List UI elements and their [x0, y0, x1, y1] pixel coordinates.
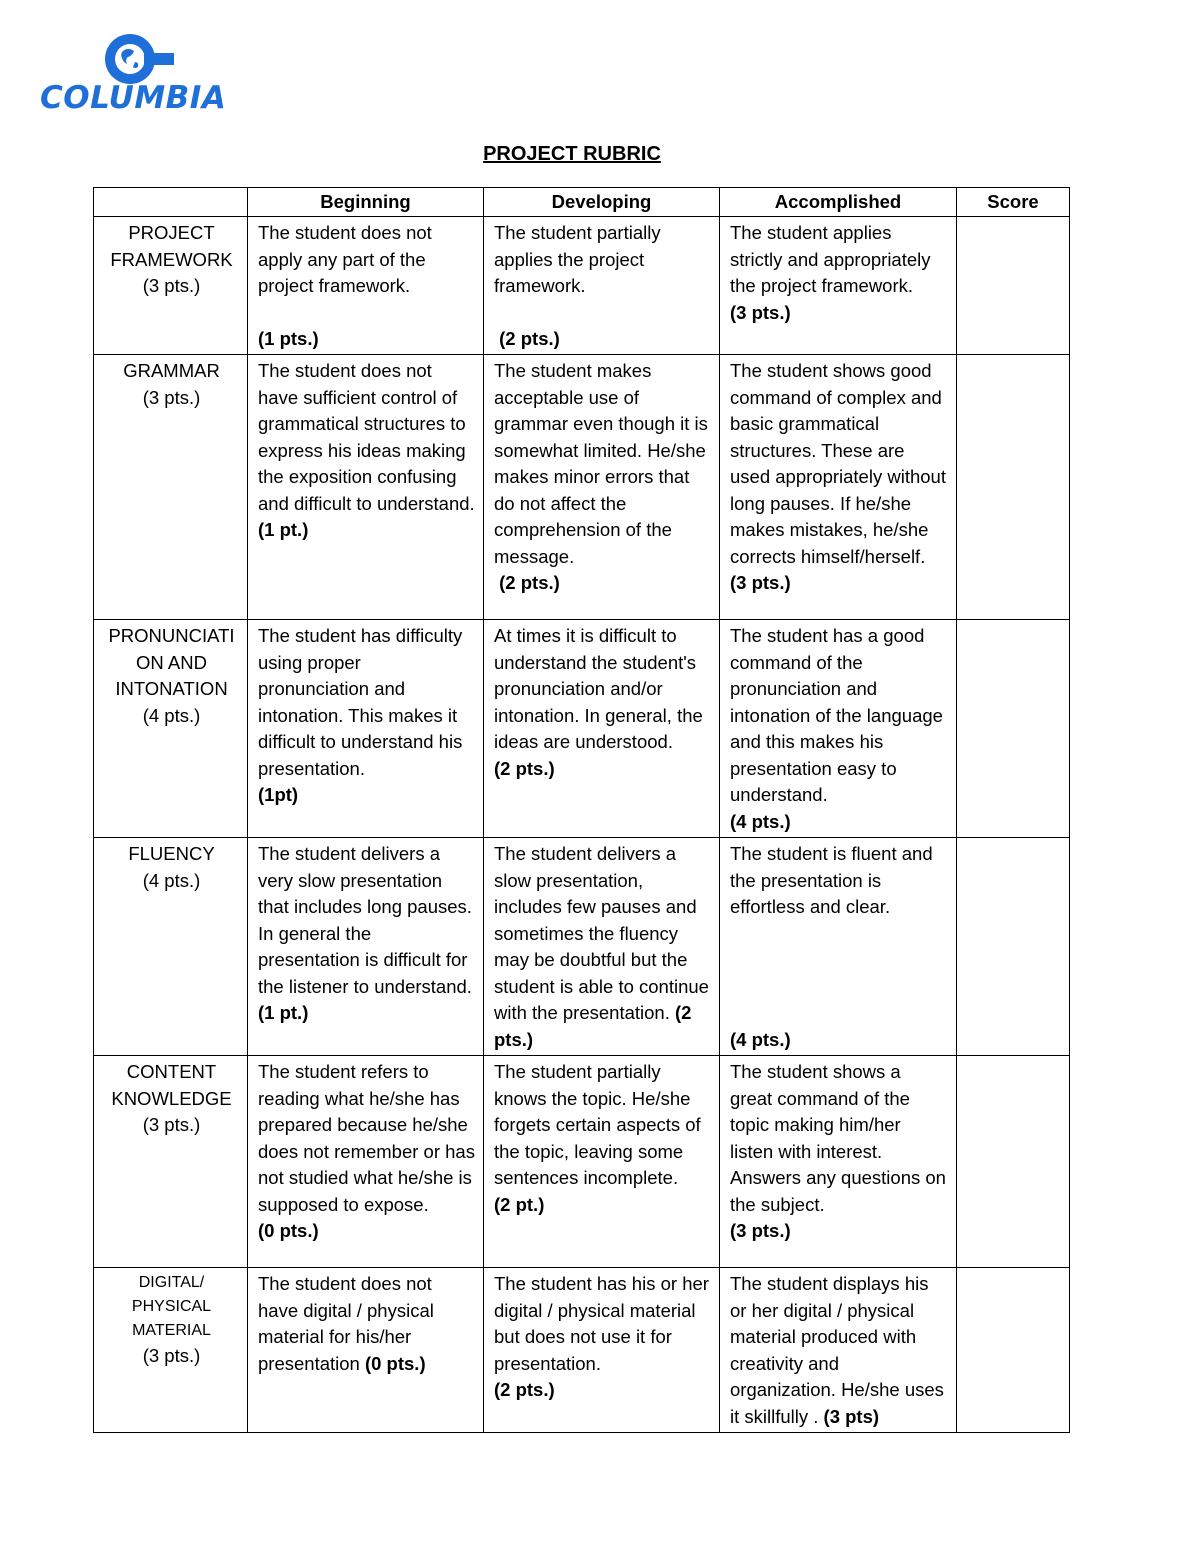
level-description: The student makes acceptable use of grammar even though it is somewhat limited. He/she makes minor errors that do not affect the comprehension of the message.: [494, 360, 708, 567]
level-points: (3 pts.): [730, 301, 791, 323]
level-points: (2 pts.): [494, 1002, 692, 1050]
level-points: (2 pts.): [494, 757, 555, 779]
criterion-cell: [94, 217, 248, 355]
level-points: (3 pts.): [730, 572, 791, 593]
criterion-name: FRAMEWORK: [110, 248, 233, 270]
developing-cell: [484, 620, 720, 838]
developing-cell: [484, 217, 720, 355]
table-row: [94, 1268, 1070, 1433]
level-description: The student delivers a slow presentation, includes few pauses and sometimes the fluency may be doubtful but the student is able to continue with the presentation.: [494, 843, 709, 1023]
level-description: The student is fluent and the presentation is effortless and clear.: [730, 843, 933, 917]
criterion-name: PROJECT: [128, 222, 215, 243]
level-description: The student applies strictly and appropriately the project framework.: [730, 222, 931, 296]
level-points: (1 pt.): [258, 519, 309, 540]
level-description: The student has his or her digital / physical material but does not use it for presentation.: [494, 1273, 709, 1374]
level-description: The student partially knows the topic. He/she forgets certain aspects of the topic, leaving some sentences incomplete.: [494, 1061, 701, 1188]
beginning-cell: [248, 620, 484, 838]
score-cell[interactable]: [957, 1268, 1070, 1433]
level-points: (3 pts): [823, 1405, 880, 1427]
developing-cell: [484, 355, 720, 620]
columbia-logo: [40, 34, 240, 124]
beginning-cell: [248, 217, 484, 355]
accomplished-cell: [720, 620, 957, 838]
level-points: (4 pts.): [730, 1028, 791, 1050]
level-description: The student shows a great command of the topic making him/her listen with interest. Answers any questions on the subject.: [730, 1061, 946, 1215]
level-points: (2 pts.): [499, 327, 560, 349]
level-points: (1 pt.): [258, 1002, 309, 1023]
level-points: (2 pts.): [499, 572, 560, 593]
criterion-name: GRAMMAR: [123, 360, 220, 381]
criterion-name: FLUENCY: [128, 843, 215, 864]
rubric-table: [93, 187, 1070, 1433]
criterion-points: (4 pts.): [142, 704, 201, 726]
beginning-cell: [248, 1056, 484, 1268]
level-points: (0 pts.): [364, 1352, 426, 1374]
level-points: (2 pts.): [494, 1379, 555, 1400]
page-title: PROJECT RUBRIC: [483, 143, 661, 165]
criterion-name: DIGITAL/: [138, 1274, 205, 1291]
criterion-name: PHYSICAL: [131, 1298, 212, 1315]
score-cell[interactable]: [957, 620, 1070, 838]
criterion-name: PRONUNCIATI: [108, 625, 235, 646]
table-row: [94, 217, 1070, 355]
accomplished-cell: [720, 838, 957, 1056]
level-points: (1pt): [258, 784, 299, 805]
table-row: [94, 355, 1070, 620]
criterion-name: MATERIAL: [132, 1322, 211, 1339]
criterion-cell: [94, 1268, 248, 1433]
criterion-points: (3 pts.): [142, 1114, 201, 1135]
score-cell[interactable]: [957, 355, 1070, 620]
header-developing: Developing: [484, 188, 720, 217]
level-description: The student displays his or her digital / physical material produced with creativity and organization. He/she uses it skillfully .: [730, 1273, 944, 1427]
level-description: The student delivers a very slow presentation that includes long pauses. In general the presentation is difficult for the listener to understand.: [258, 843, 472, 997]
developing-cell: [484, 1056, 720, 1268]
score-cell[interactable]: [957, 217, 1070, 355]
level-points: (3 pts.): [730, 1220, 791, 1241]
criterion-points: (3 pts.): [142, 275, 201, 296]
criterion-name: ON AND: [136, 651, 207, 673]
level-description: The student has a good command of the pronunciation and intonation of the language and this makes his presentation easy to understand.: [730, 625, 943, 805]
beginning-cell: [248, 838, 484, 1056]
level-points: (1 pts.): [258, 327, 319, 349]
level-description: At times it is difficult to understand the student's pronunciation and/or intonation. In general, the ideas are understood.: [494, 625, 703, 752]
table-row: [94, 1056, 1070, 1268]
criterion-points: (4 pts.): [142, 869, 201, 891]
level-description: The student has difficulty using proper pronunciation and intonation. This makes it difficult to understand his presentation.: [258, 625, 463, 779]
accomplished-cell: [720, 355, 957, 620]
accomplished-cell: [720, 1056, 957, 1268]
level-points: (2 pt.): [494, 1193, 545, 1215]
level-description: The student shows good command of complex and basic grammatical structures. These are used appropriately without long pauses. If he/she makes mistakes, he/she corrects himself/herself.: [730, 360, 946, 567]
criterion-cell: [94, 620, 248, 838]
level-points: (4 pts.): [730, 810, 791, 832]
level-description: The student partially applies the project framework.: [494, 222, 661, 296]
level-points: (0 pts.): [258, 1220, 319, 1241]
header-beginning: Beginning: [248, 188, 484, 217]
beginning-cell: [248, 1268, 484, 1433]
criterion-name: INTONATION: [115, 678, 228, 699]
header-accomplished: Accomplished: [720, 188, 957, 217]
header-score: Score: [957, 188, 1070, 217]
level-description: The student does not apply any part of the project framework.: [258, 222, 432, 296]
header-criterion: [94, 188, 248, 217]
logo-wordmark: COLUMBIA: [40, 80, 227, 116]
beginning-cell: [248, 355, 484, 620]
criterion-name: CONTENT: [126, 1061, 217, 1082]
table-row: [94, 620, 1070, 838]
level-description: The student does not have digital / physical material for his/her presentation: [258, 1273, 434, 1374]
table-row: [94, 838, 1070, 1056]
developing-cell: [484, 1268, 720, 1433]
criterion-points: (3 pts.): [142, 1345, 201, 1366]
criterion-cell: [94, 1056, 248, 1268]
level-description: The student does not have sufficient control of grammatical structures to express his ideas making the exposition confusing and difficult to understand.: [258, 360, 475, 514]
criterion-cell: [94, 838, 248, 1056]
criterion-name: KNOWLEDGE: [111, 1087, 232, 1109]
header-row: [94, 188, 1070, 217]
score-cell[interactable]: [957, 838, 1070, 1056]
criterion-cell: [94, 355, 248, 620]
criterion-points: (3 pts.): [142, 386, 201, 408]
developing-cell: [484, 838, 720, 1056]
score-cell[interactable]: [957, 1056, 1070, 1268]
level-description: The student refers to reading what he/she has prepared because he/she does not remember or has not studied what he/she is supposed to expose.: [258, 1061, 475, 1215]
accomplished-cell: [720, 1268, 957, 1433]
globe-c-icon: [40, 34, 240, 84]
accomplished-cell: [720, 217, 957, 355]
